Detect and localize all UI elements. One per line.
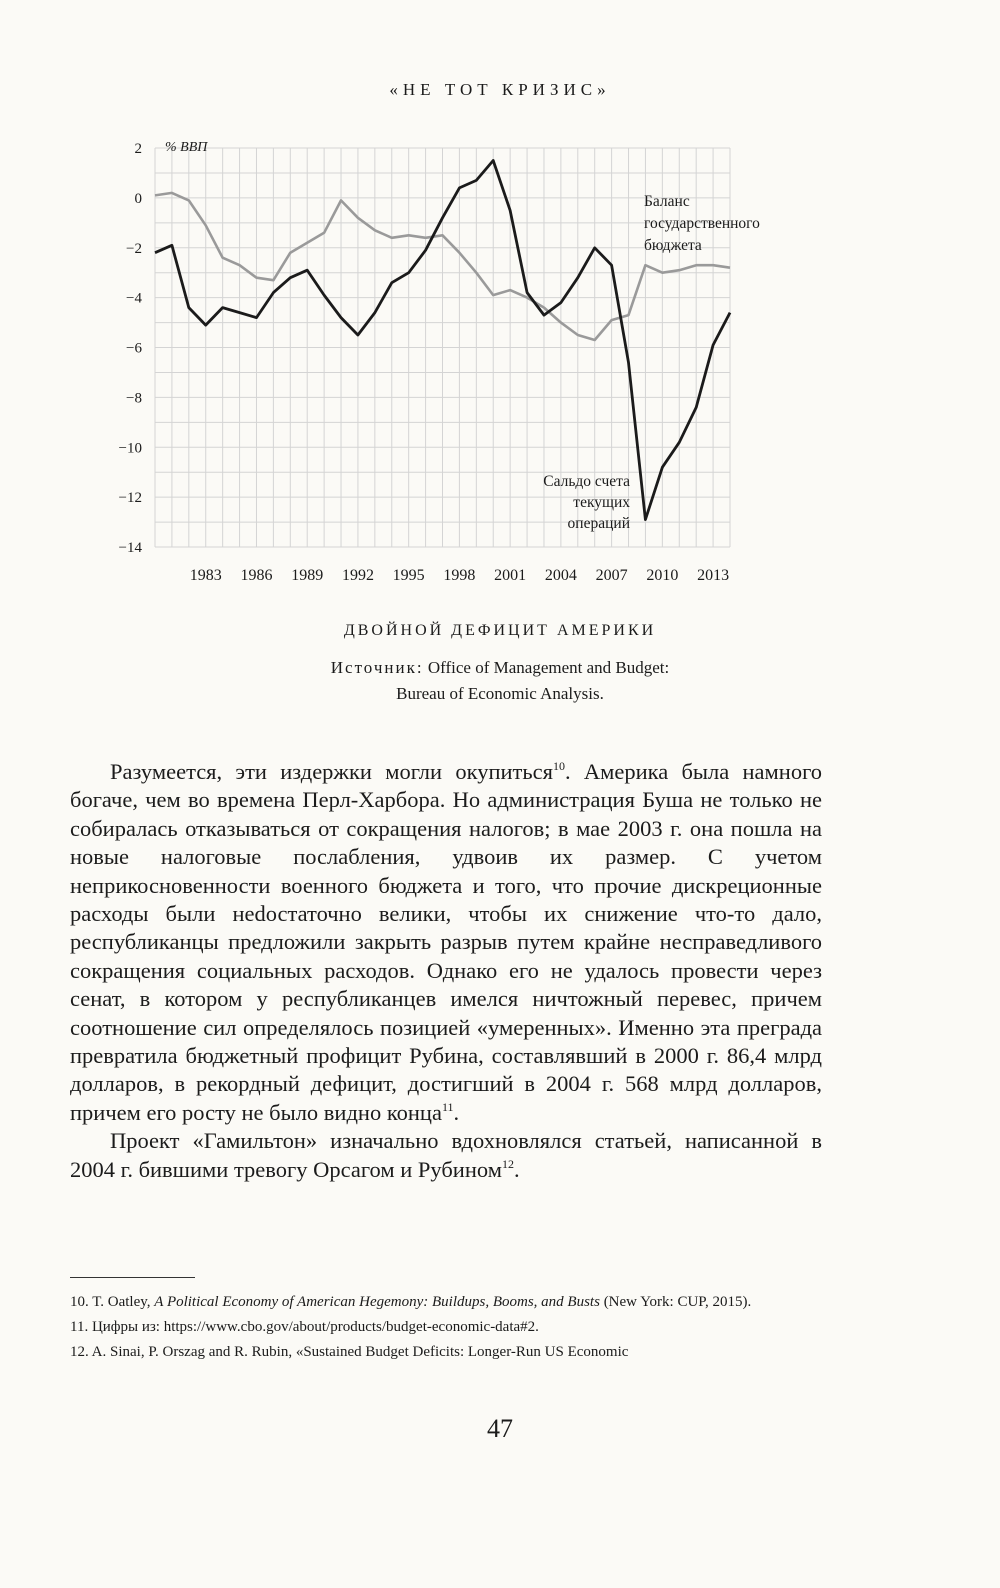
- x-tick-label: 2001: [494, 567, 527, 584]
- paragraph-2: [70, 1127, 822, 1184]
- series-label-2-line: операций: [567, 515, 630, 532]
- footnote-10: [70, 1291, 822, 1313]
- series-label-2-line: Сальдо счета: [543, 473, 630, 490]
- x-tick-label: 2010: [646, 567, 679, 584]
- y-tick-label: −10: [118, 440, 142, 457]
- footnotes: [70, 1291, 822, 1366]
- paragraph-1-text-c: .: [453, 1099, 460, 1125]
- footnote-10-author: 10. T. Oatley,: [70, 1294, 155, 1310]
- series-label-1-line: Баланс: [644, 193, 690, 210]
- y-tick-label: −14: [118, 540, 142, 556]
- body-text: [70, 758, 822, 1184]
- x-tick-label: 1989: [291, 567, 324, 584]
- y-tick-label: −4: [126, 290, 142, 307]
- series-label-1-line: государственного: [644, 215, 760, 232]
- paragraph-2-text-a: Проект «Гамильтон» изначально вдохновлялся статьей, написанной в 2004 г. бившими тревогу Орсагом и Рубином: [70, 1128, 822, 1182]
- chart-x-ticks: [190, 567, 729, 584]
- chart-y-axis-label: % ВВП: [165, 140, 208, 155]
- x-tick-label: 2013: [697, 567, 730, 584]
- footnote-11: 11. Цифры из: https://www.cbo.gov/about/products/budget-economic-data#2.: [70, 1319, 539, 1335]
- footnote-ref-11[interactable]: 11: [441, 1099, 454, 1114]
- paragraph-1-text-a: Разумеется, эти издержки могли окупиться: [110, 759, 553, 784]
- x-tick-label: 1986: [240, 567, 273, 584]
- y-tick-label: −6: [126, 340, 142, 357]
- chart-caption-source: [0, 655, 1000, 707]
- paragraph-2-text-b: .: [513, 1156, 520, 1182]
- x-tick-label: 1995: [392, 567, 425, 584]
- y-tick-label: 2: [134, 141, 142, 157]
- y-tick-label: 0: [134, 190, 142, 207]
- chart-caption-title: ДВОЙНОЙ ДЕФИЦИТ АМЕРИКИ: [343, 622, 657, 639]
- chart: [0, 0, 1000, 600]
- page-number: 47: [487, 1414, 513, 1443]
- paragraph-1: [70, 758, 822, 1127]
- chart-y-ticks: [119, 141, 143, 556]
- footnote-10-publisher: (New York: CUP, 2015).: [599, 1294, 752, 1310]
- x-tick-label: 2007: [595, 567, 628, 584]
- footnote-ref-10[interactable]: 10: [552, 759, 565, 773]
- x-tick-label: 2004: [544, 567, 577, 584]
- x-tick-label: 1992: [341, 567, 374, 584]
- y-tick-label: −8: [126, 390, 142, 407]
- y-tick-label: −2: [126, 240, 142, 257]
- footnote-ref-12[interactable]: 12: [501, 1156, 514, 1171]
- chart-series-labels: [543, 193, 760, 532]
- source-line-1: Office of Management and Budget:: [427, 658, 670, 677]
- source-line-2: Bureau of Economic Analysis.: [396, 684, 604, 703]
- source-label: Источник:: [330, 658, 424, 677]
- footnote-12: 12. A. Sinai, P. Orszag and R. Rubin, «Sustained Budget Deficits: Longer-Run US Economic: [70, 1344, 629, 1360]
- footnote-10-title: A Political Economy of American Hegemony: Buildups, Booms, and Busts: [154, 1294, 600, 1310]
- series-label-2-line: текущих: [573, 494, 630, 511]
- footnote-divider: [70, 1277, 195, 1278]
- x-tick-label: 1983: [189, 567, 222, 584]
- x-tick-label: 1998: [443, 567, 476, 584]
- series-label-1-line: бюджета: [644, 237, 702, 254]
- y-tick-label: −12: [118, 490, 142, 507]
- running-head: «НЕ ТОТ КРИЗИС»: [389, 80, 611, 99]
- paragraph-1-text-b: . Америка была намного богаче, чем во времена Перл-Харбора. Но администрация Буша не только не собиралась отказываться от сокращения налогов; в мае 2003 г. она пошла на новые налоговые послабления, удвоив их размер. С учетом неприкосновенности военного бюджета и того, что прочие дискреционные расходы были неdостаточно велики, чтобы их снижение что-то дало, республиканцы предложили закрыть разрыв путем крайне несправедливого сокращения социальных расходов. Однако его не удалось провести через сенат, в котором у республиканцев имелся ничтожный перевес, причем соотношение сил определялось позицией «умеренных». Именно эта преграда превратила бюджетный профицит Рубина, составлявший в 2000 г. 86,4 млрд долларов, в рекордный дефицит, достигший в 2004 г. 568 млрд долларов, причем его росту не было видно конца: [70, 759, 822, 1125]
